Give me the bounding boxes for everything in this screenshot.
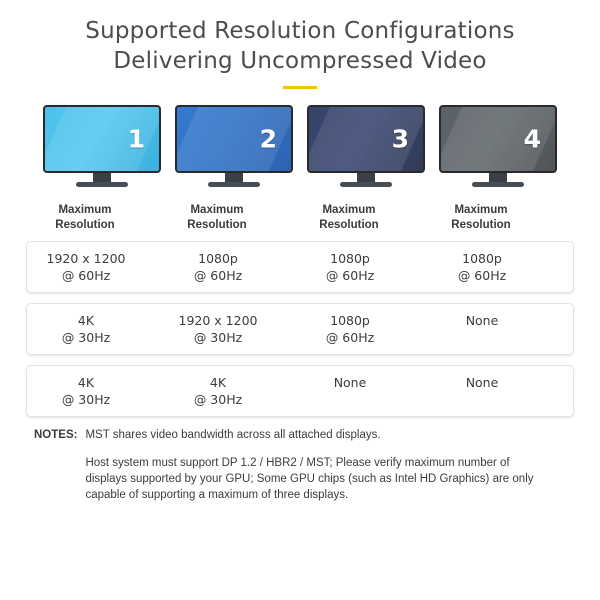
cell-refresh-rate: @ 60Hz	[457, 268, 507, 283]
table-cell	[291, 250, 409, 284]
cell-resolution: 4K	[209, 375, 227, 390]
column-header-1	[26, 203, 144, 233]
monitor-2-screen	[175, 105, 293, 173]
monitor-1-number: 1	[127, 124, 145, 154]
column-header-2-line-2: Resolution	[187, 219, 247, 231]
monitor-2-stand-base	[208, 182, 260, 187]
monitor-3-number: 3	[391, 124, 409, 154]
cell-resolution: 1080p	[198, 251, 238, 266]
table-cell	[27, 250, 145, 284]
cell-refresh-rate: @ 30Hz	[193, 392, 243, 407]
monitor-1-stand-neck	[93, 173, 111, 182]
column-header-4	[422, 203, 540, 233]
table-row	[26, 303, 574, 355]
monitor-row	[0, 105, 600, 187]
table-cell	[159, 250, 277, 284]
cell-refresh-rate: @ 30Hz	[61, 330, 111, 345]
cell-refresh-rate: @ 60Hz	[325, 330, 375, 345]
monitor-2-number: 2	[259, 124, 277, 154]
page-title-line-2: Delivering Uncompressed Video	[113, 48, 487, 74]
cell-resolution: 1080p	[462, 251, 502, 266]
table-row	[26, 365, 574, 417]
cell-refresh-rate: @ 30Hz	[61, 392, 111, 407]
table-header-row	[26, 203, 574, 233]
monitor-3-screen	[307, 105, 425, 173]
monitor-3-stand-base	[340, 182, 392, 187]
monitor-4-screen	[439, 105, 557, 173]
cell-refresh-rate: @ 30Hz	[193, 330, 243, 345]
column-header-3-line-1: Maximum	[322, 204, 376, 216]
monitor-4-number: 4	[523, 124, 541, 154]
table-cell	[423, 250, 541, 284]
table-cell	[27, 374, 145, 408]
column-header-3-line-2: Resolution	[319, 219, 379, 231]
monitor-1-screen	[43, 105, 161, 173]
notes-body	[85, 427, 537, 503]
monitor-3-stand-neck	[357, 173, 375, 182]
cell-refresh-rate: @ 60Hz	[193, 268, 243, 283]
cell-resolution: None	[333, 375, 367, 390]
column-header-2	[158, 203, 276, 233]
table-cell	[423, 374, 541, 408]
table-cell	[291, 312, 409, 346]
cell-resolution: 1080p	[330, 313, 370, 328]
column-header-2-line-1: Maximum	[190, 204, 244, 216]
cell-refresh-rate: @ 60Hz	[61, 268, 111, 283]
cell-refresh-rate: @ 60Hz	[325, 268, 375, 283]
notes-paragraph-1: MST shares video bandwidth across all attached displays.	[85, 429, 381, 441]
cell-resolution: None	[465, 313, 499, 328]
cell-resolution: 1080p	[330, 251, 370, 266]
cell-resolution: 4K	[77, 375, 95, 390]
monitor-1-stand-base	[76, 182, 128, 187]
monitor-4	[439, 105, 557, 187]
table-row	[26, 241, 574, 293]
notes-paragraph-2: Host system must support DP 1.2 / HBR2 / MST; Please verify maximum number of displays supported by your GPU; Some GPU chips (such as Intel HD Graphics) are only capable of supporting a maximum of three displays.	[85, 457, 534, 501]
title-accent-rule	[283, 86, 317, 89]
cell-resolution: 1920 x 1200	[46, 251, 126, 266]
table-cell	[291, 374, 409, 408]
monitor-2	[175, 105, 293, 187]
table-cell	[27, 312, 145, 346]
cell-resolution: 1920 x 1200	[178, 313, 258, 328]
table-cell	[159, 312, 277, 346]
column-header-3	[290, 203, 408, 233]
column-header-1-line-2: Resolution	[55, 219, 115, 231]
title-block	[0, 0, 600, 89]
table-cell	[423, 312, 541, 346]
resolution-table	[0, 203, 600, 417]
table-cell	[159, 374, 277, 408]
cell-resolution: None	[465, 375, 499, 390]
monitor-4-stand-neck	[489, 173, 507, 182]
monitor-3	[307, 105, 425, 187]
page-title-line-1: Supported Resolution Configurations	[85, 18, 515, 44]
notes-label: NOTES:	[34, 429, 78, 441]
column-header-4-line-1: Maximum	[454, 204, 508, 216]
monitor-4-stand-base	[472, 182, 524, 187]
monitor-1	[43, 105, 161, 187]
column-header-1-line-1: Maximum	[58, 204, 112, 216]
notes-section	[0, 427, 600, 503]
monitor-2-stand-neck	[225, 173, 243, 182]
column-header-4-line-2: Resolution	[451, 219, 511, 231]
cell-resolution: 4K	[77, 313, 95, 328]
